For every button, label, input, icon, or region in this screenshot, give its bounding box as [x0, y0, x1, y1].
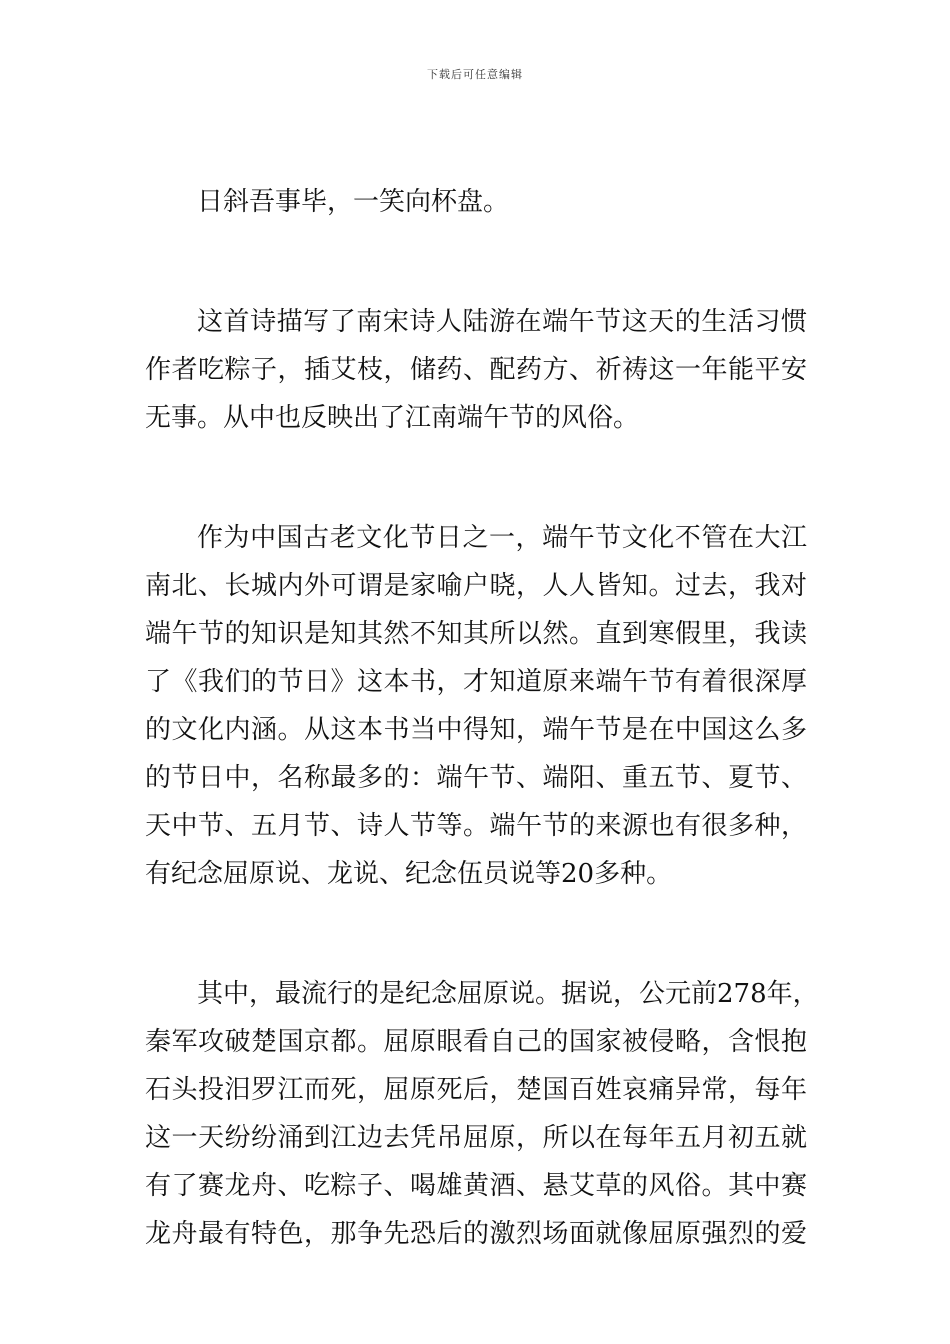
text-line: 南北、长城内外可谓是家喻户晓，人人皆知。过去，我对	[145, 571, 807, 601]
page-header: 下载后可任意编辑	[427, 68, 523, 81]
paragraph-festival-culture	[145, 514, 807, 898]
document-body	[145, 178, 819, 1258]
paragraph-poem-line	[145, 178, 807, 226]
paragraph-qu-yuan-legend	[145, 970, 819, 1258]
text-line: 这首诗描写了南宋诗人陆游在端午节这天的生活习惯	[197, 307, 807, 337]
text-line: 的文化内涵。从这本书当中得知，端午节是在中国这么多	[145, 715, 807, 745]
text-line: 天中节、五月节、诗人节等。端午节的来源也有很多种，	[145, 811, 807, 841]
text-line: 有纪念屈原说、龙说、纪念伍员说等20多种。	[145, 859, 673, 889]
paragraph-poem-analysis	[145, 298, 807, 442]
text-line: 日斜吾事毕，一笑向杯盘。	[197, 187, 510, 217]
text-line: 秦军攻破楚国京都。屈原眼看自己的国家被侵略，含恨抱	[145, 1027, 807, 1057]
text-line: 这一天纷纷涌到江边去凭吊屈原，所以在每年五月初五就	[145, 1123, 807, 1153]
text-line: 端午节的知识是知其然不知其所以然。直到寒假里，我读	[145, 619, 807, 649]
text-line: 的节日中，名称最多的：端午节、端阳、重五节、夏节、	[145, 763, 807, 793]
text-line: 作为中国古老文化节日之一，端午节文化不管在大江	[197, 523, 807, 553]
text-line: 有了赛龙舟、吃粽子、喝雄黄酒、悬艾草的风俗。其中赛	[145, 1171, 807, 1201]
text-line: 石头投汨罗江而死，屈原死后，楚国百姓哀痛异常，每年	[145, 1075, 807, 1105]
text-line: 无事。从中也反映出了江南端午节的风俗。	[145, 403, 640, 433]
text-line: 作者吃粽子，插艾枝，储药、配药方、祈祷这一年能平安	[145, 355, 807, 385]
text-line: 其中，最流行的是纪念屈原说。据说，公元前278年，	[197, 979, 819, 1009]
text-line: 了《我们的节日》这本书，才知道原来端午节有着很深厚	[145, 667, 807, 697]
text-line: 龙舟最有特色，那争先恐后的激烈场面就像屈原强烈的爱	[145, 1219, 807, 1249]
